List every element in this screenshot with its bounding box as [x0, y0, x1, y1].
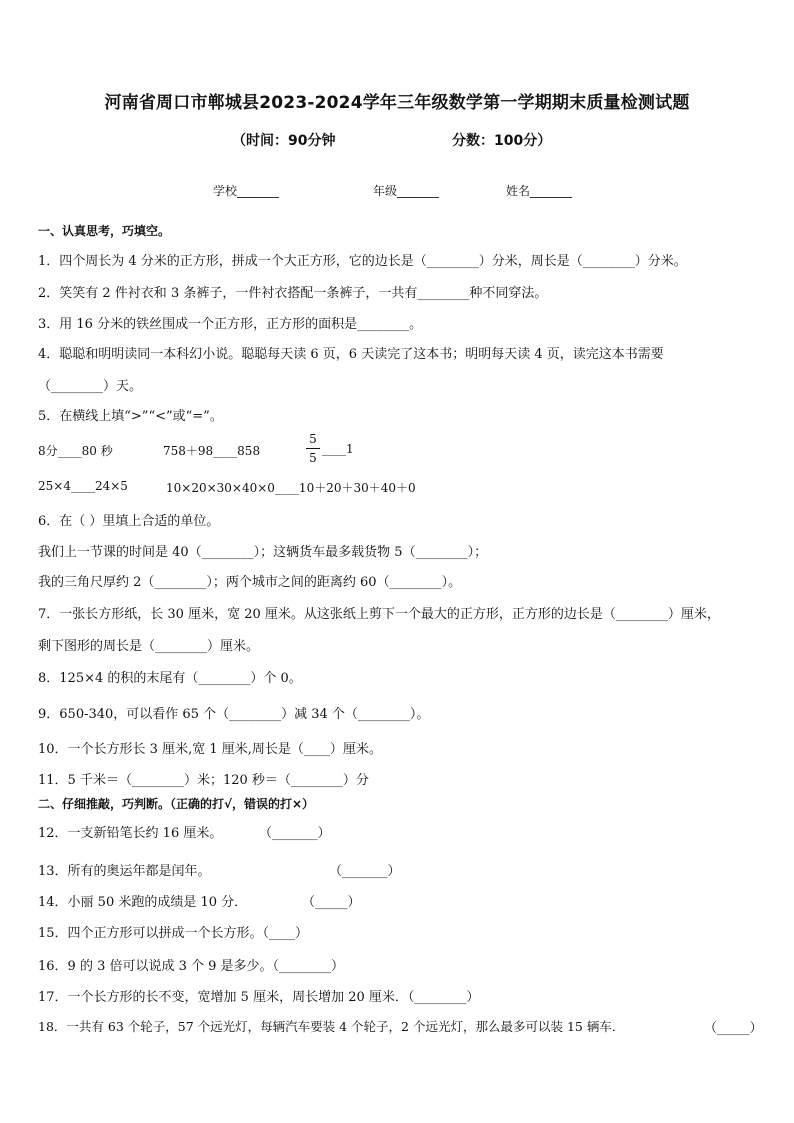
question-4-line1: 4．聪聪和明明读同一本科幻小说。聪聪每天读 6 页，6 天读完了这本书；明明每天读 4 页，读完这本书需要 [38, 347, 664, 362]
question-7-line1: 7．一张长方形纸，长 30 厘米，宽 20 厘米。从这张纸上剪下一个最大的正方形，正方形的边长是（________）厘米， [38, 607, 720, 622]
question-6: 6．在（ ）里填上合适的单位。 [38, 514, 220, 529]
fraction-denominator: 5 [309, 451, 317, 465]
student-info [0, 182, 794, 202]
question-11: 11．5 千米＝（________）米；120 秒＝（________）分 [38, 773, 369, 788]
q5-item-b: 758＋98____858 [163, 444, 261, 458]
question-4-line2: （________）天。 [38, 379, 143, 394]
question-8: 8．125×4 的积的末尾有（________）个 0。 [38, 671, 302, 686]
question-9: 9．650-340，可以看作 65 个（________）减 34 个（________）。 [38, 707, 430, 722]
question-5: 5．在横线上填“>”“<”或“=”。 [38, 409, 223, 424]
name-field: 姓名_______ [506, 184, 573, 198]
page-title: 河南省周口市郸城县2023-2024学年三年级数学第一学期期末质量检测试题 [104, 93, 690, 113]
question-6-line2: 我的三角尺厚约 2（________）；两个城市之间的距离约 60（________）。 [38, 575, 462, 590]
section2-heading: 二、仔细推敲，巧判断。（正确的打√，错误的打×） [38, 797, 315, 811]
question-14-answer: （_____） [302, 895, 361, 910]
question-12: 12．一支新铅笔长约 16 厘米。 [38, 826, 223, 841]
question-10: 10．一个长方形长 3 厘米,宽 1 厘米,周长是（____）厘米。 [38, 742, 382, 757]
q5-item-c: ____1 [322, 442, 354, 456]
grade-field: 年级_______ [373, 184, 440, 198]
exam-time: （时间：90分钟 [232, 133, 336, 149]
question-3: 3．用 16 分米的铁丝围成一个正方形，正方形的面积是________。 [38, 317, 423, 332]
exam-score: 分数：100分） [452, 133, 552, 149]
question-13: 13．所有的奥运年都是闰年。 [38, 864, 211, 879]
exam-meta [0, 130, 794, 150]
question-17: 17．一个长方形的长不变，宽增加 5 厘米，周长增加 20 厘米．（________） [38, 990, 480, 1005]
q5-fraction [306, 432, 320, 465]
question-14: 14．小丽 50 米跑的成绩是 10 分． [38, 895, 248, 910]
question-13-answer: （_______） [329, 864, 401, 879]
school-field: 学校_______ [213, 184, 280, 198]
question-15: 15．四个正方形可以拼成一个长方形。（____） [38, 926, 309, 941]
fraction-bar [306, 448, 320, 449]
question-16: 16．9 的 3 倍可以说成 3 个 9 是多少。（________） [38, 959, 345, 974]
fraction-numerator: 5 [309, 432, 317, 446]
question-12-answer: （_______） [259, 826, 331, 841]
q5-item-e: 10×20×30×40×0____10＋20＋30＋40＋0 [166, 481, 416, 495]
question-18: 18．一共有 63 个轮子，57 个远光灯，每辆汽车要装 4 个轮子，2 个远光灯，那么最多可以装 15 辆车． [38, 1019, 625, 1034]
question-7-line2: 剩下图形的周长是（________）厘米。 [38, 639, 260, 654]
question-2: 2．笑笑有 2 件衬衣和 3 条裤子，一件衬衣搭配一条裤子，一共有________种不同穿法。 [38, 286, 548, 301]
section1-heading: 一、认真思考，巧填空。 [38, 224, 171, 238]
q5-item-a: 8分____80 秒 [38, 444, 113, 458]
q5-item-d: 25×4____24×5 [38, 479, 128, 493]
question-18-answer: （_____） [704, 1021, 763, 1036]
question-6-line1: 我们上一节课的时间是 40（________）；这辆货车最多载货物 5（________）； [38, 545, 488, 560]
question-1: 1．四个周长为 4 分米的正方形，拼成一个大正方形，它的边长是（________）分米，周长是（________）分米。 [38, 254, 687, 269]
